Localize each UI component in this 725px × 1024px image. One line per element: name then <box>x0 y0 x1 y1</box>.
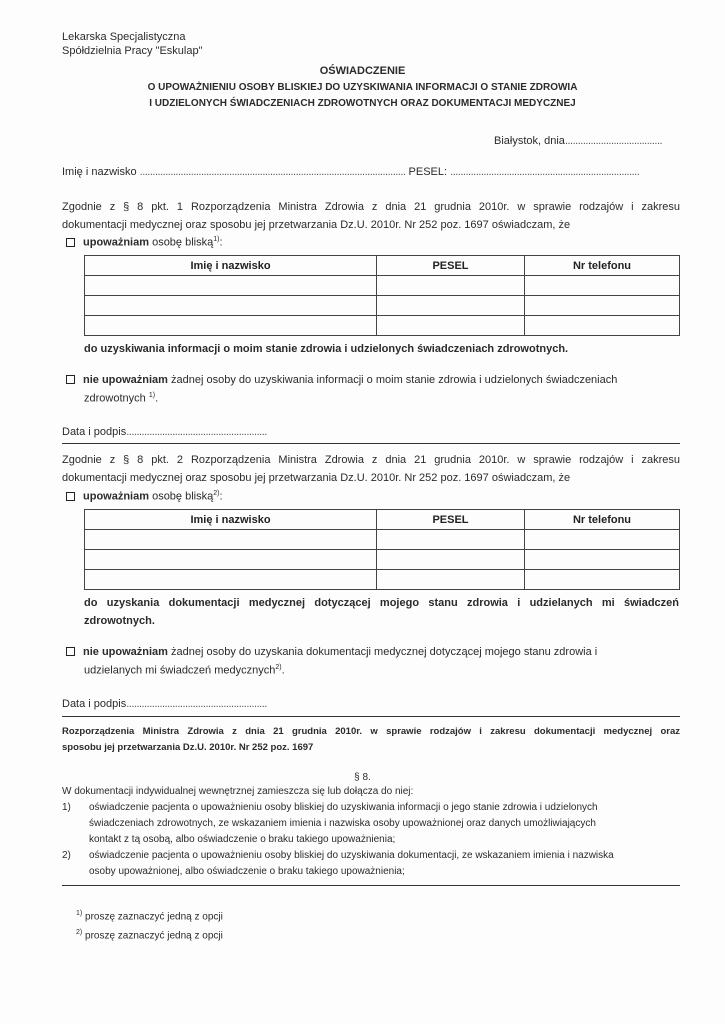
section2-intro-line1: Zgodnie z § 8 pkt. 2 Rozporządzenia Ministra Zdrowia z dnia 21 grudnia 2010r. w sprawie rodzajów i zakresu <box>62 454 680 466</box>
regulation-item-text: oświadczenie pacjenta o upoważnieniu osoby bliskiej do uzyskiwania dokumentacji, ze wskazaniem imienia i nazwiska <box>89 850 614 861</box>
column-header-name: Imię i nazwisko <box>85 510 377 530</box>
section-divider <box>62 716 680 717</box>
proxy-phone-cell[interactable] <box>525 570 680 590</box>
date-field[interactable]: ...................................... <box>564 135 663 147</box>
regulation-header-line2: sposobu jej przetwarzania Dz.U. 2010r. Nr 252 poz. 1697 <box>62 742 314 753</box>
decline-text-end: udzielanych mi świadczeń medycznych <box>84 664 276 677</box>
proxy-pesel-cell[interactable] <box>377 570 525 590</box>
proxy-phone-cell[interactable] <box>525 550 680 570</box>
footnote-text: proszę zaznaczyć jedną z opcji <box>85 911 223 923</box>
proxy-pesel-cell[interactable] <box>377 296 525 316</box>
section1-decline-bold: nie upoważniam <box>83 374 168 386</box>
column-header-pesel: PESEL <box>377 256 525 276</box>
section1-decline-option[interactable] <box>66 374 617 386</box>
footnote-ref: 2) <box>213 490 220 497</box>
footnote-ref: 1) <box>148 392 156 399</box>
section1-authorize-bold: upoważniam <box>83 236 150 249</box>
regulation-header-line1: Rozporządzenia Ministra Zdrowia z dnia 21 grudnia 2010r. w sprawie rodzajów i zakresu dokumentacji medycznej oraz <box>62 726 680 737</box>
table-row <box>85 296 680 316</box>
section2-purpose-line2: zdrowotnych. <box>84 615 155 627</box>
footnote-mark: 1) <box>76 910 83 917</box>
table-row <box>85 276 680 296</box>
section-divider <box>62 443 680 444</box>
proxy-pesel-cell[interactable] <box>377 276 525 296</box>
section2-decline-bold: nie upoważniam <box>83 646 168 658</box>
period: . <box>281 664 285 677</box>
regulation-item-text: kontakt z tą osobą, albo oświadczenie o braku takiego upoważnienia; <box>89 834 396 845</box>
column-header-phone: Nr telefonu <box>525 510 680 530</box>
signature-label: Data i podpis <box>62 426 127 438</box>
section2-purpose-line1: do uzyskania dokumentacji medycznej dotyczącej mojego stanu zdrowia i udzielanych mi świadczeń <box>84 597 679 609</box>
regulation-item-text: świadczeniach zdrowotnych, ze wskazaniem imienia i nazwiska osoby upoważnionej oraz danych umożliwiających <box>89 818 596 829</box>
section2-authorize-bold: upoważniam <box>83 490 150 503</box>
footnote-ref: 2) <box>275 664 282 671</box>
proxy-phone-cell[interactable] <box>525 276 680 296</box>
document-subtitle-line1: O UPOWAŻNIENIU OSOBY BLISKIEJ DO UZYSKIWANIA INFORMACJI O STANIE ZDROWIA <box>147 82 578 93</box>
section2-proxy-table <box>84 509 680 590</box>
proxy-pesel-cell[interactable] <box>377 530 525 550</box>
section1-authorize-text: osobę bliską <box>149 236 214 249</box>
section1-intro-line2: dokumentacji medycznej oraz sposobu jej przetwarzania Dz.U. 2010r. Nr 252 poz. 1697 oświadczam, że <box>62 219 571 231</box>
footnote-mark: 2) <box>76 929 83 936</box>
period: . <box>155 392 159 405</box>
table-header-row <box>85 510 680 530</box>
regulation-paragraph-number: § 8. <box>354 772 371 783</box>
table-row <box>85 316 680 336</box>
institution-name-line1: Lekarska Specjalistyczna <box>62 31 186 43</box>
regulation-item-text: oświadczenie pacjenta o upoważnieniu osoby bliskiej do uzyskiwania informacji o jego stanie zdrowia i udzielonych <box>89 802 598 813</box>
proxy-name-cell[interactable] <box>85 570 377 590</box>
section2-signature-field[interactable]: ....................................................... <box>126 698 267 710</box>
patient-identity-line <box>62 166 639 178</box>
patient-name-field[interactable]: ........................................................................................................ <box>139 166 406 178</box>
colon: : <box>219 490 223 503</box>
section2-authorize-text: osobę bliską <box>149 490 214 503</box>
regulation-intro: W dokumentacji indywidualnej wewnętrznej zamieszcza się lub dołącza do niej: <box>62 786 414 797</box>
section2-decline-line2 <box>84 664 285 677</box>
proxy-name-cell[interactable] <box>85 296 377 316</box>
section1-signature-field[interactable]: ....................................................... <box>126 426 267 438</box>
proxy-name-cell[interactable] <box>85 530 377 550</box>
footnote-2 <box>76 929 223 941</box>
table-row <box>85 530 680 550</box>
institution-name-line2: Spółdzielnia Pracy "Eskulap" <box>62 45 203 57</box>
patient-pesel-label: PESEL: <box>408 166 448 178</box>
section1-authorize-option[interactable] <box>66 236 223 249</box>
proxy-name-cell[interactable] <box>85 550 377 570</box>
proxy-phone-cell[interactable] <box>525 296 680 316</box>
decline-text-end: zdrowotnych <box>84 392 146 405</box>
footnote-ref: 1) <box>213 236 220 243</box>
section1-decline-line2 <box>84 392 158 405</box>
column-header-name: Imię i nazwisko <box>85 256 377 276</box>
patient-pesel-field[interactable]: .......................................................................... <box>450 166 640 178</box>
colon: : <box>219 236 223 249</box>
footnote-divider <box>62 885 680 886</box>
column-header-pesel: PESEL <box>377 510 525 530</box>
section2-decline-checkbox[interactable] <box>66 647 75 656</box>
section1-decline-text: żadnej osoby do uzyskiwania informacji o moim stanie zdrowia i udzielonych świadczeniach <box>167 374 618 386</box>
place-date-line <box>494 135 662 147</box>
signature-label: Data i podpis <box>62 698 127 710</box>
table-row <box>85 550 680 570</box>
regulation-item-text: osoby upoważnionej, albo oświadczenie o braku takiego upoważnienia; <box>89 866 405 877</box>
section1-authorize-checkbox[interactable] <box>66 238 75 247</box>
proxy-phone-cell[interactable] <box>525 316 680 336</box>
proxy-pesel-cell[interactable] <box>377 316 525 336</box>
section1-purpose: do uzyskiwania informacji o moim stanie zdrowia i udzielonych świadczeniach zdrowotnych. <box>84 343 569 355</box>
section1-proxy-table <box>84 255 680 336</box>
section1-decline-checkbox[interactable] <box>66 375 75 384</box>
table-row <box>85 570 680 590</box>
section1-intro-line1: Zgodnie z § 8 pkt. 1 Rozporządzenia Ministra Zdrowia z dnia 21 grudnia 2010r. w sprawie rodzajów i zakresu <box>62 201 680 213</box>
regulation-item-number: 2) <box>62 850 71 861</box>
section2-decline-text: żadnej osoby do uzyskania dokumentacji medycznej dotyczącej mojego stanu zdrowia i <box>167 646 598 658</box>
patient-name-label: Imię i nazwisko <box>62 166 137 178</box>
document-title: OŚWIADCZENIE <box>319 65 406 77</box>
proxy-phone-cell[interactable] <box>525 530 680 550</box>
section2-signature-line <box>62 698 267 710</box>
section2-authorize-option[interactable] <box>66 490 223 503</box>
section2-decline-option[interactable] <box>66 646 597 658</box>
footnote-1 <box>76 910 223 922</box>
place-date-label: Białystok, dnia <box>494 135 565 147</box>
column-header-phone: Nr telefonu <box>525 256 680 276</box>
document-subtitle-line2: I UDZIELONYCH ŚWIADCZENIACH ZDROWOTNYCH ORAZ DOKUMENTACJI MEDYCZNEJ <box>149 98 576 109</box>
section2-intro-line2: dokumentacji medycznej oraz sposobu jej przetwarzania Dz.U. 2010r. Nr 252 poz. 1697 oświadczam, że <box>62 472 571 484</box>
section2-authorize-checkbox[interactable] <box>66 492 75 501</box>
table-header-row <box>85 256 680 276</box>
regulation-item-number: 1) <box>62 802 71 813</box>
section1-signature-line <box>62 426 267 438</box>
footnote-text: proszę zaznaczyć jedną z opcji <box>85 930 223 942</box>
proxy-name-cell[interactable] <box>85 276 377 296</box>
proxy-name-cell[interactable] <box>85 316 377 336</box>
proxy-pesel-cell[interactable] <box>377 550 525 570</box>
